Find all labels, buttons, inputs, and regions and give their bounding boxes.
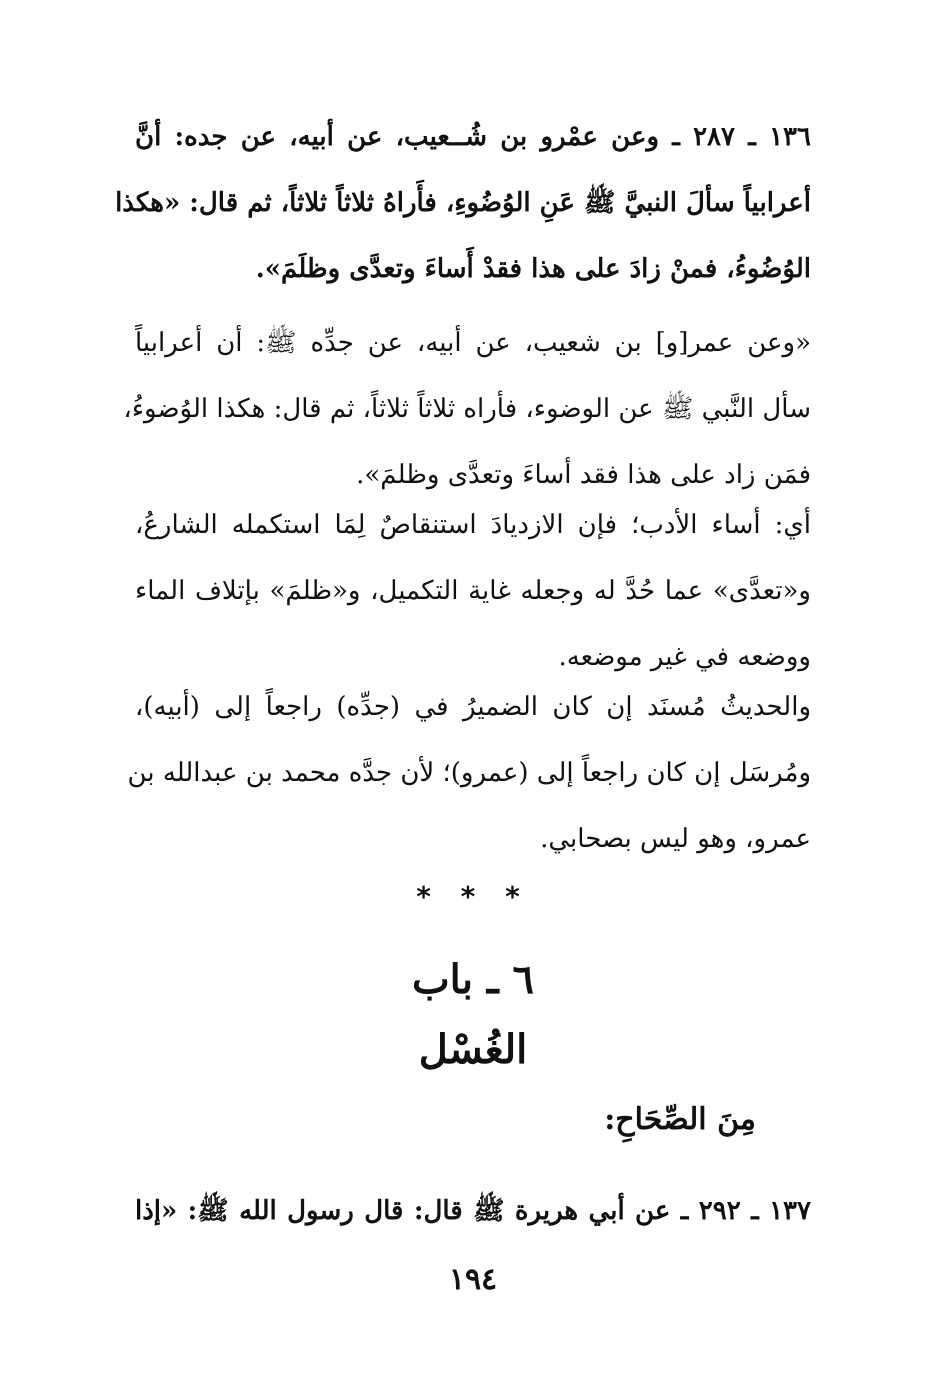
commentary-explain-line-2: و«تعدَّى» عما حُدَّ له وجعله غاية التكميل، و«ظلمَ» بإتلاف الماء: [135, 576, 811, 606]
chapter-number: ٦ ـ باب: [411, 956, 535, 1003]
commentary-explain-paragraph: [135, 492, 811, 690]
commentary-isnad-line-2: ومُرسَل إن كان راجعاً إلى (عمرو)؛ لأن جدَّه محمد بن عبدالله بن: [127, 758, 811, 788]
commentary-quote-line-1: «وعن عمر[و] بن شعيب، عن أبيه، عن جدِّه ﷺ: أن أعرابياً: [135, 328, 811, 358]
chapter-title: الغُسْل: [418, 1026, 528, 1073]
section-heading: مِنَ الصِّحَاحِ:: [604, 1102, 756, 1137]
hadith-136-line-2: أعرابياً سألَ النبيَّ ﷺ عَنِ الوُضُوءِ، فأَراهُ ثلاثاً ثلاثاً، ثم قال: «هكذا: [115, 188, 811, 218]
page-number: ١٩٤: [448, 1262, 498, 1297]
hadith-137-line-1: ١٣٧ ـ ٢٩٢ ـ عن أبي هريرة ﷺ قال: قال رسول الله ﷺ: «إذا: [135, 1196, 811, 1226]
hadith-136-line-3: الوُضُوءُ، فمنْ زادَ على هذا فقدْ أَساءَ وتعدَّى وظلَمَ».: [255, 254, 811, 284]
section-separator: * * *: [416, 880, 530, 913]
commentary-quote-line-2: سأل النَّبي ﷺ عن الوضوء، فأراه ثلاثاً ثلاثاً، ثم قال: هكذا الوُضوءُ،: [123, 394, 811, 424]
hadith-137-paragraph: [135, 1178, 811, 1244]
commentary-quote-line-3: فمَن زاد على هذا فقد أساءَ وتعدَّى وظلمَ».: [356, 460, 811, 490]
commentary-explain-line-1: أي: أساء الأدب؛ فإن الازديادَ استنقاصٌ لِمَا استكمله الشارعُ،: [135, 510, 811, 540]
hadith-136-paragraph: [115, 104, 811, 302]
commentary-isnad-line-1: والحديثُ مُسنَد إن كان الضميرُ في (جدِّه) راجعاً إلى (أبيه)،: [135, 692, 811, 722]
commentary-quote-paragraph: [123, 310, 811, 508]
commentary-isnad-paragraph: [127, 674, 811, 872]
hadith-136-line-1: ١٣٦ ـ ٢٨٧ ـ وعن عمْرو بن شُــعيب، عن أبيه، عن جده: أنَّ: [135, 122, 811, 152]
commentary-isnad-line-3: عمرو، وهو ليس بصحابي.: [540, 824, 811, 854]
commentary-explain-line-3: ووضعه في غير موضعه.: [558, 642, 811, 672]
